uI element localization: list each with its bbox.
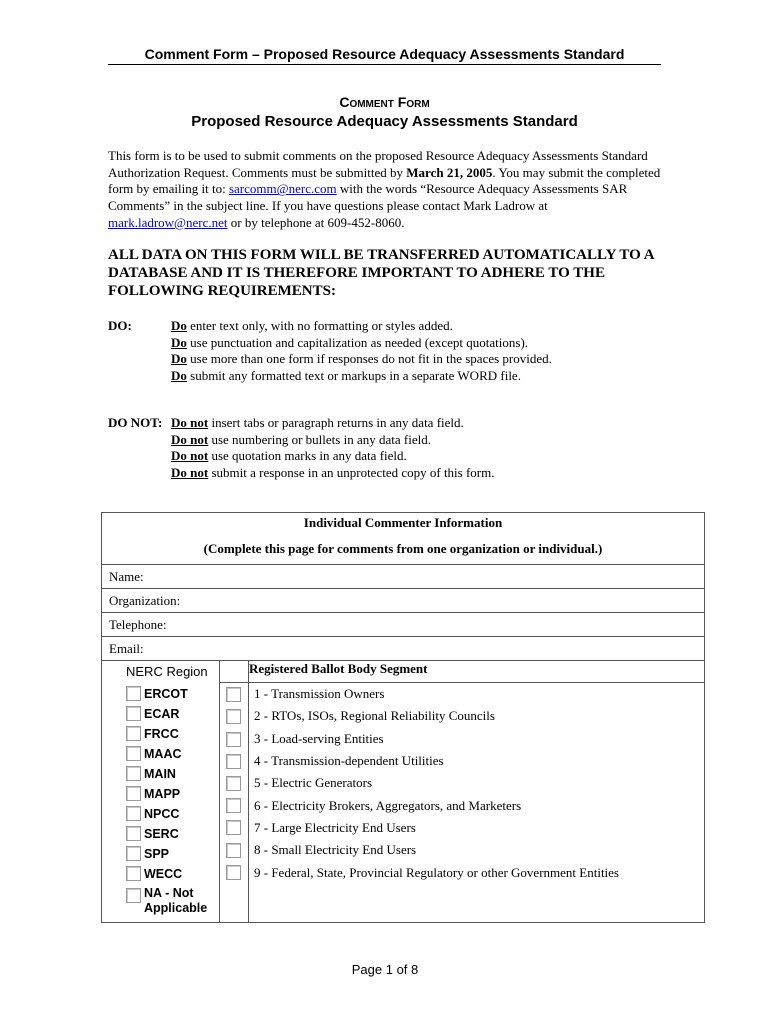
- checkbox-icon[interactable]: [126, 806, 141, 821]
- form-subtitle: Proposed Resource Adequacy Assessments Standard: [191, 113, 578, 130]
- intro-text: . You may submit the completed form by emailing it to:: [108, 164, 661, 197]
- email-field[interactable]: Email:: [102, 637, 705, 661]
- checkbox-icon[interactable]: [126, 786, 141, 801]
- intro-text: This form is to be used to submit comments on the proposed Resource Adequacy Assessments Standard Authorization Request. Comments must be submitted by: [108, 148, 648, 180]
- region-option-ercot[interactable]: ERCOT: [102, 684, 219, 704]
- checkbox-icon[interactable]: [126, 866, 141, 881]
- segment-list: [249, 683, 705, 923]
- region-option-na[interactable]: NA - Not Applicable: [102, 884, 219, 922]
- do-label: DO:: [108, 318, 132, 333]
- checkbox-icon[interactable]: [226, 865, 241, 880]
- checkbox-icon[interactable]: [226, 843, 241, 858]
- nerc-region-column: [102, 661, 220, 923]
- do-not-item: Do not use quotation marks in any data field.: [171, 448, 407, 463]
- do-item: Do use more than one form if responses do not fit in the spaces provided.: [171, 351, 552, 366]
- checkbox-icon[interactable]: [226, 776, 241, 791]
- submission-email-link[interactable]: sarcomm@nerc.com: [228, 181, 337, 197]
- segment-option: 9 - Federal, State, Provincial Regulatory or other Government Entities: [254, 864, 619, 880]
- checkbox-icon[interactable]: [226, 820, 241, 835]
- checkbox-icon[interactable]: [126, 686, 141, 701]
- region-option-main[interactable]: MAIN: [102, 764, 219, 784]
- intro-paragraph: [108, 148, 668, 232]
- contact-email-link[interactable]: mark.ladrow@nerc.net: [108, 214, 228, 230]
- nerc-region-header: NERC Region: [126, 664, 208, 679]
- segment-option: 7 - Large Electricity End Users: [254, 819, 416, 835]
- checkbox-icon[interactable]: [126, 826, 141, 841]
- do-item: Do submit any formatted text or markups in a separate WORD file.: [171, 367, 521, 383]
- do-not-item: Do not insert tabs or paragraph returns in any data field.: [171, 415, 464, 430]
- do-not-item: Do not submit a response in an unprotected copy of this form.: [171, 464, 495, 480]
- do-item: Do enter text only, with no formatting or styles added.: [171, 318, 453, 333]
- intro-text: with the words “Resource Adequacy Assessments SAR Comments” in the subject line. If you have questions please contact Mark Ladrow at: [108, 181, 628, 214]
- checkbox-icon[interactable]: [226, 754, 241, 769]
- checkbox-icon[interactable]: [126, 846, 141, 861]
- do-item: Do use punctuation and capitalization as needed (except quotations).: [171, 334, 529, 350]
- do-not-item: Do not use numbering or bullets in any data field.: [171, 431, 431, 447]
- intro-text: or by telephone at 609-452-8060.: [227, 214, 405, 230]
- region-option-ecar[interactable]: ECAR: [102, 704, 219, 724]
- form-title: Comment Form: [339, 94, 430, 110]
- checkbox-icon[interactable]: [226, 709, 241, 724]
- segment-option: 5 - Electric Generators: [254, 775, 373, 791]
- segment-option: 3 - Load-serving Entities: [254, 730, 384, 746]
- checkbox-icon[interactable]: [226, 732, 241, 747]
- segment-header-spacer: [220, 661, 249, 683]
- do-list: [171, 318, 552, 384]
- segment-option: 1 - Transmission Owners: [254, 686, 385, 702]
- segment-option: 8 - Small Electricity End Users: [254, 842, 417, 858]
- segment-checkbox-column: [220, 683, 249, 923]
- organization-field[interactable]: Organization:: [102, 589, 705, 613]
- deadline-date: March 21, 2005: [406, 164, 493, 180]
- do-not-label: DO NOT:: [108, 415, 163, 430]
- checkbox-icon[interactable]: [226, 687, 241, 702]
- region-option-wecc[interactable]: WECC: [102, 864, 219, 884]
- region-option-maac[interactable]: MAAC: [102, 744, 219, 764]
- region-option-spp[interactable]: SPP: [102, 844, 219, 864]
- segment-header: Registered Ballot Body Segment: [249, 661, 705, 683]
- running-header: Comment Form – Proposed Resource Adequacy Assessments Standard: [108, 46, 661, 65]
- region-option-npcc[interactable]: NPCC: [102, 804, 219, 824]
- table-heading: Individual Commenter Information: [102, 513, 705, 538]
- segment-option: 2 - RTOs, ISOs, Regional Reliability Councils: [254, 708, 495, 724]
- do-not-list: [171, 415, 495, 481]
- commenter-info-table: [101, 512, 705, 923]
- segment-option: 6 - Electricity Brokers, Aggregators, and Marketers: [254, 797, 522, 813]
- name-field[interactable]: Name:: [102, 565, 705, 589]
- telephone-field[interactable]: Telephone:: [102, 613, 705, 637]
- page-number: Page 1 of 8: [351, 962, 419, 977]
- checkbox-icon[interactable]: [126, 746, 141, 761]
- region-option-mapp[interactable]: MAPP: [102, 784, 219, 804]
- segment-option: 4 - Transmission-dependent Utilities: [254, 753, 444, 769]
- checkbox-icon[interactable]: [126, 726, 141, 741]
- checkbox-icon[interactable]: [126, 766, 141, 781]
- checkbox-icon[interactable]: [226, 798, 241, 813]
- region-option-serc[interactable]: SERC: [102, 824, 219, 844]
- data-transfer-notice: ALL DATA ON THIS FORM WILL BE TRANSFERRED AUTOMATICALLY TO A DATABASE AND IT IS THEREFORE IMPORTANT TO ADHERE TO THE FOLLOWING REQUIREMENTS:: [108, 247, 654, 299]
- region-option-frcc[interactable]: FRCC: [102, 724, 219, 744]
- checkbox-icon[interactable]: [126, 888, 141, 903]
- checkbox-icon[interactable]: [126, 706, 141, 721]
- table-subheading: (Complete this page for comments from one organization or individual.): [102, 537, 705, 565]
